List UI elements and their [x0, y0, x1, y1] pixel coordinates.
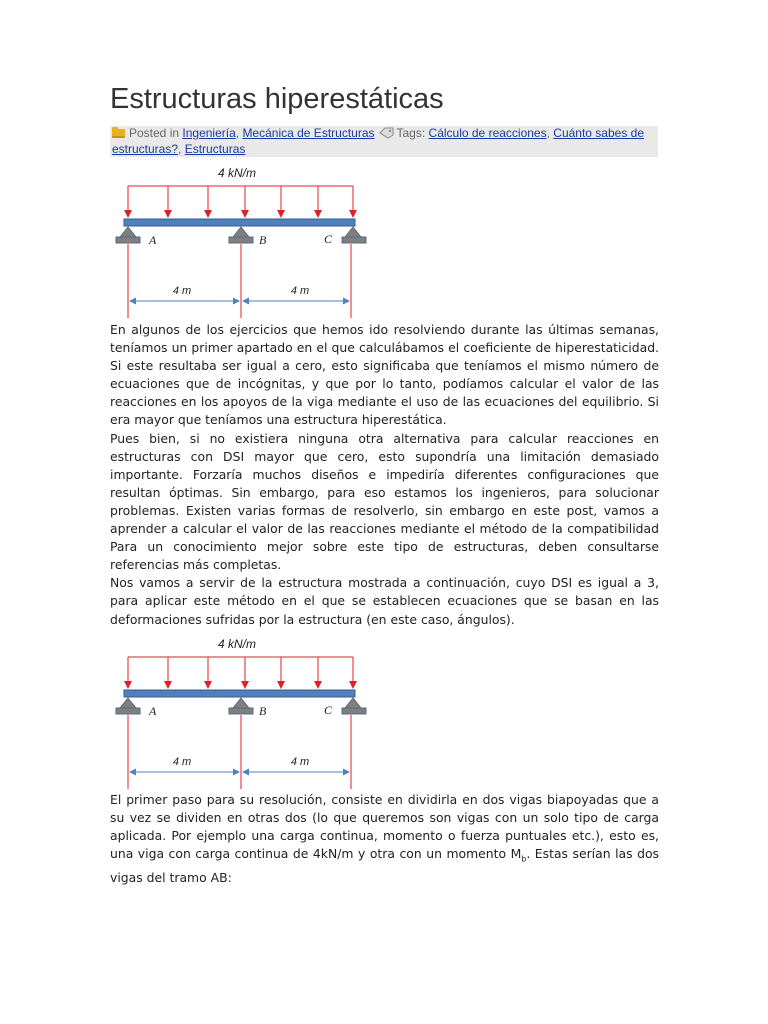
article-body-1 — [110, 321, 659, 629]
span-ab-label: 4 m — [172, 756, 192, 768]
support-b-label: B — [259, 704, 267, 718]
load-label: 4 kN/m — [217, 166, 257, 180]
category-link-ingenieria[interactable]: Ingeniería — [182, 126, 236, 140]
tag-link-calculo-de-reacciones[interactable]: Cálculo de reacciones — [428, 126, 547, 140]
beam-diagram-svg — [110, 631, 380, 791]
post-meta-bar: Posted in Ingeniería, Mecánica de Estructuras Tags: Cálculo de reacciones, Cuánto sabes de estructuras?, Estructuras — [110, 126, 658, 157]
beam — [124, 690, 355, 697]
paragraph: Pues bien, si no existiera ninguna otra alternativa para calcular reacciones en estructuras con DSI mayor que cero, esto supondría una limitación demasiado importante. Forzaría muchos diseños e impediría diferentes configuraciones que resultan óptimas. Sin embargo, para eso estamos los ingenieros, para solucionar problemas. Existen varias formas de resolverlo, sin embargo en este post, vamos a aprender a calcular el valor de las reacciones mediante el método de la compatibilidad Para un conocimiento mejor sobre este tipo de estructuras, deben consultarse referencias más completas. — [110, 430, 659, 573]
span-ab-label: 4 m — [172, 285, 192, 297]
support-c-label: C — [324, 703, 333, 717]
dimension-lines — [128, 715, 351, 789]
tag-icon — [379, 127, 394, 142]
paragraph: En algunos de los ejercicios que hemos ido resolviendo durante las últimas semanas, teníamos un primer apartado en el que calculábamos el coeficiente de hiperestaticidad. Si este resultaba ser igual a cero, esto significaba que teníamos el mismo número de ecuaciones que de incógnitas, y que por lo tanto, podíamos calcular el valor de las reacciones en los apoyos de la viga mediante el uso de las ecuaciones del equilibrio. Si era mayor que teníamos una estructura hiperestática. — [110, 322, 659, 428]
support-c — [342, 698, 366, 714]
folder-icon — [112, 129, 125, 138]
paragraph: Nos vamos a servir de la estructura mostrada a continuación, cuyo DSI es igual a 3, para aplicar este método en el que se establecen ecuaciones que se basan en las deformaciones sufridas por la estructura (en este caso, ángulos). — [110, 575, 659, 627]
beam-diagram-2 — [110, 631, 380, 791]
support-b-label: B — [259, 233, 267, 247]
beam-diagram-svg — [110, 160, 380, 320]
paragraph — [110, 791, 659, 887]
distributed-load — [128, 186, 353, 217]
distributed-load — [128, 657, 353, 688]
paragraph-text: El primer paso para su resolución, consiste en dividirla en dos vigas biapoyadas que a su vez se dividen en otras dos (lo que queremos son vigas con un solo tipo de carga aplicada. Por ejemplo una carga continua, momento o fuerza puntuales etc.), esto es, una viga con carga continua de 4kN/m y otra con un momento M — [110, 792, 659, 862]
support-c-label: C — [324, 232, 333, 246]
support-b — [229, 227, 253, 243]
support-b — [229, 698, 253, 714]
span-bc-label: 4 m — [290, 756, 310, 768]
beam — [124, 219, 355, 226]
support-a — [116, 698, 140, 714]
load-label: 4 kN/m — [217, 637, 257, 651]
tags-label: Tags: — [396, 126, 426, 140]
category-link-mecanica-de-estructuras[interactable]: Mecánica de Estructuras — [242, 126, 375, 140]
support-a-label: A — [149, 704, 157, 718]
span-bc-label: 4 m — [290, 285, 310, 297]
tag-link-estructuras[interactable]: Estructuras — [184, 142, 246, 156]
page-title: Estructuras hiperestáticas — [110, 83, 444, 115]
paragraph-text-end: . Estas serían las dos vigas del tramo AB: — [110, 846, 659, 885]
beam-diagram-1 — [110, 160, 380, 320]
tag-link-cuanto-sabes-de-estructuras[interactable]: Cuánto sabes de estructuras? — [112, 126, 645, 156]
posted-in-label: Posted in — [129, 126, 180, 140]
article-body-2 — [110, 791, 659, 887]
support-a — [116, 227, 140, 243]
support-a-label: A — [149, 233, 157, 247]
support-c — [342, 227, 366, 243]
moment-subscript: b — [521, 854, 527, 864]
dimension-lines — [128, 244, 351, 318]
